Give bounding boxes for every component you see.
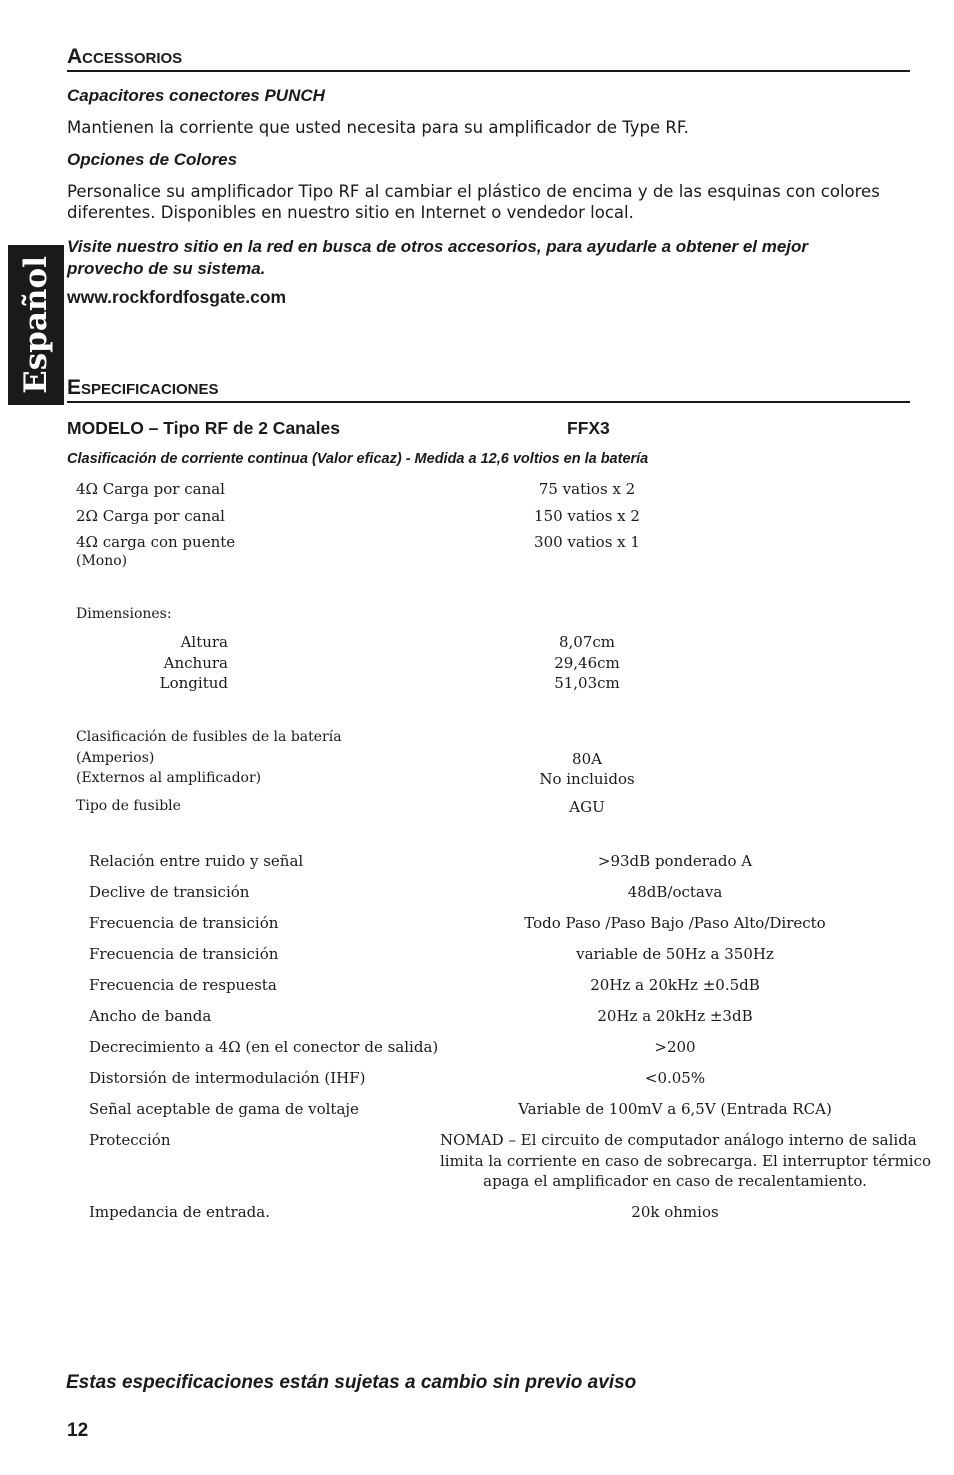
spec-label-crossover-mode: Frecuencia de transición: [89, 914, 279, 932]
spec-value-imd: <0.05%: [644, 1069, 706, 1087]
accessories-note: Visite nuestro sitio en la red en busca de otros accesorios, para ayudarle a obtener el mejor provecho de su sistema.: [67, 237, 809, 278]
spec-label-protection: Protección: [89, 1131, 171, 1149]
power-value-2ohm: 150 vatios x 2: [534, 507, 640, 525]
dimension-value-height: 8,07cm: [558, 633, 616, 651]
spec-value-frequency-response: 20Hz a 20kHz ±0.5dB: [590, 976, 760, 994]
fuse-rating-label: Clasificación de fusibles de la batería: [76, 729, 342, 745]
accessory-text-punch: Mantienen la corriente que usted necesita para su amplificador de Type RF.: [67, 118, 689, 137]
fuse-type-label: Tipo de fusible: [76, 798, 181, 814]
spec-value-crossover-range: variable de 50Hz a 350Hz: [576, 945, 774, 963]
spec-label-bandwidth: Ancho de banda: [89, 1007, 212, 1025]
website-link[interactable]: www.rockfordfosgate.com: [67, 287, 287, 307]
spec-label-input-sensitivity: Señal aceptable de gama de voltaje: [89, 1100, 359, 1118]
spec-value-bandwidth: 20Hz a 20kHz ±3dB: [597, 1007, 753, 1025]
language-tab-label: Español: [18, 256, 54, 394]
model-value: FFX3: [567, 418, 610, 438]
spec-value-protection-line2: limita la corriente en caso de sobrecarga. El interruptor térmico: [440, 1152, 932, 1170]
page-number: 12: [67, 1420, 89, 1441]
power-value-bridged: 300 vatios x 1: [534, 533, 640, 551]
dimension-label-length: Longitud: [159, 674, 228, 692]
power-label-bridged: 4Ω carga con puente: [76, 533, 236, 551]
fuse-type-value: AGU: [569, 798, 605, 816]
specs-heading: Especificaciones: [67, 376, 910, 403]
dimension-value-length: 51,03cm: [554, 674, 620, 692]
spec-value-impedance: 20k ohmios: [631, 1203, 719, 1221]
footer-disclaimer: Estas especificaciones están sujetas a cambio sin previo aviso: [66, 1372, 637, 1393]
power-value-4ohm: 75 vatios x 2: [538, 480, 636, 498]
spec-label-slope: Declive de transición: [89, 883, 250, 901]
spec-value-protection-line3: apaga el amplificador en caso de recalentamiento.: [483, 1172, 867, 1190]
spec-label-impedance: Impedancia de entrada.: [89, 1203, 270, 1221]
spec-value-damping: >200: [654, 1038, 696, 1056]
spec-label-frequency-response: Frecuencia de respuesta: [89, 976, 277, 994]
power-label-2ohm: 2Ω Carga por canal: [76, 507, 225, 525]
power-label-4ohm: 4Ω Carga por canal: [76, 480, 225, 498]
accessory-text-colors: Personalice su amplificador Tipo RF al cambiar el plástico de encima y de las esquinas con colores diferentes. Disponibles en nuestro sitio en Internet o vendedor local.: [67, 182, 880, 222]
accessories-heading: Accessorios: [67, 45, 910, 72]
dimension-label-width: Anchura: [163, 654, 228, 672]
spec-label-snr: Relación entre ruido y señal: [89, 852, 304, 870]
spec-value-snr: >93dB ponderado A: [597, 852, 753, 870]
accessory-title-colors: Opciones de Colores: [67, 150, 238, 169]
language-tab: [8, 245, 64, 405]
spec-value-slope: 48dB/octava: [627, 883, 723, 901]
spec-value-input-sensitivity: Variable de 100mV a 6,5V (Entrada RCA): [518, 1100, 832, 1118]
spec-value-crossover-mode: Todo Paso /Paso Bajo /Paso Alto/Directo: [524, 914, 826, 932]
spec-label-imd: Distorsión de intermodulación (IHF): [89, 1069, 366, 1087]
fuse-external-label: (Externos al amplificador): [76, 770, 262, 786]
spec-value-protection-line1: NOMAD – El circuito de computador análogo interno de salida: [440, 1131, 917, 1149]
dimension-value-width: 29,46cm: [554, 654, 620, 672]
fuse-rating-value: 80A: [572, 750, 602, 768]
dimension-label-height: Altura: [180, 633, 228, 651]
spec-label-damping: Decrecimiento a 4Ω (en el conector de salida): [89, 1038, 439, 1056]
model-label: MODELO – Tipo RF de 2 Canales: [67, 418, 340, 438]
fuse-amps-label: (Amperios): [76, 750, 155, 766]
accessory-title-punch: Capacitores conectores PUNCH: [67, 86, 325, 105]
power-rating-title: Clasificación de corriente continua (Valor eficaz) - Medida a 12,6 voltios en la batería: [67, 451, 649, 467]
dimensions-label: Dimensiones:: [76, 606, 172, 622]
power-label-mono: (Mono): [76, 553, 128, 569]
fuse-included-value: No incluidos: [539, 770, 635, 788]
spec-label-crossover-range: Frecuencia de transición: [89, 945, 279, 963]
